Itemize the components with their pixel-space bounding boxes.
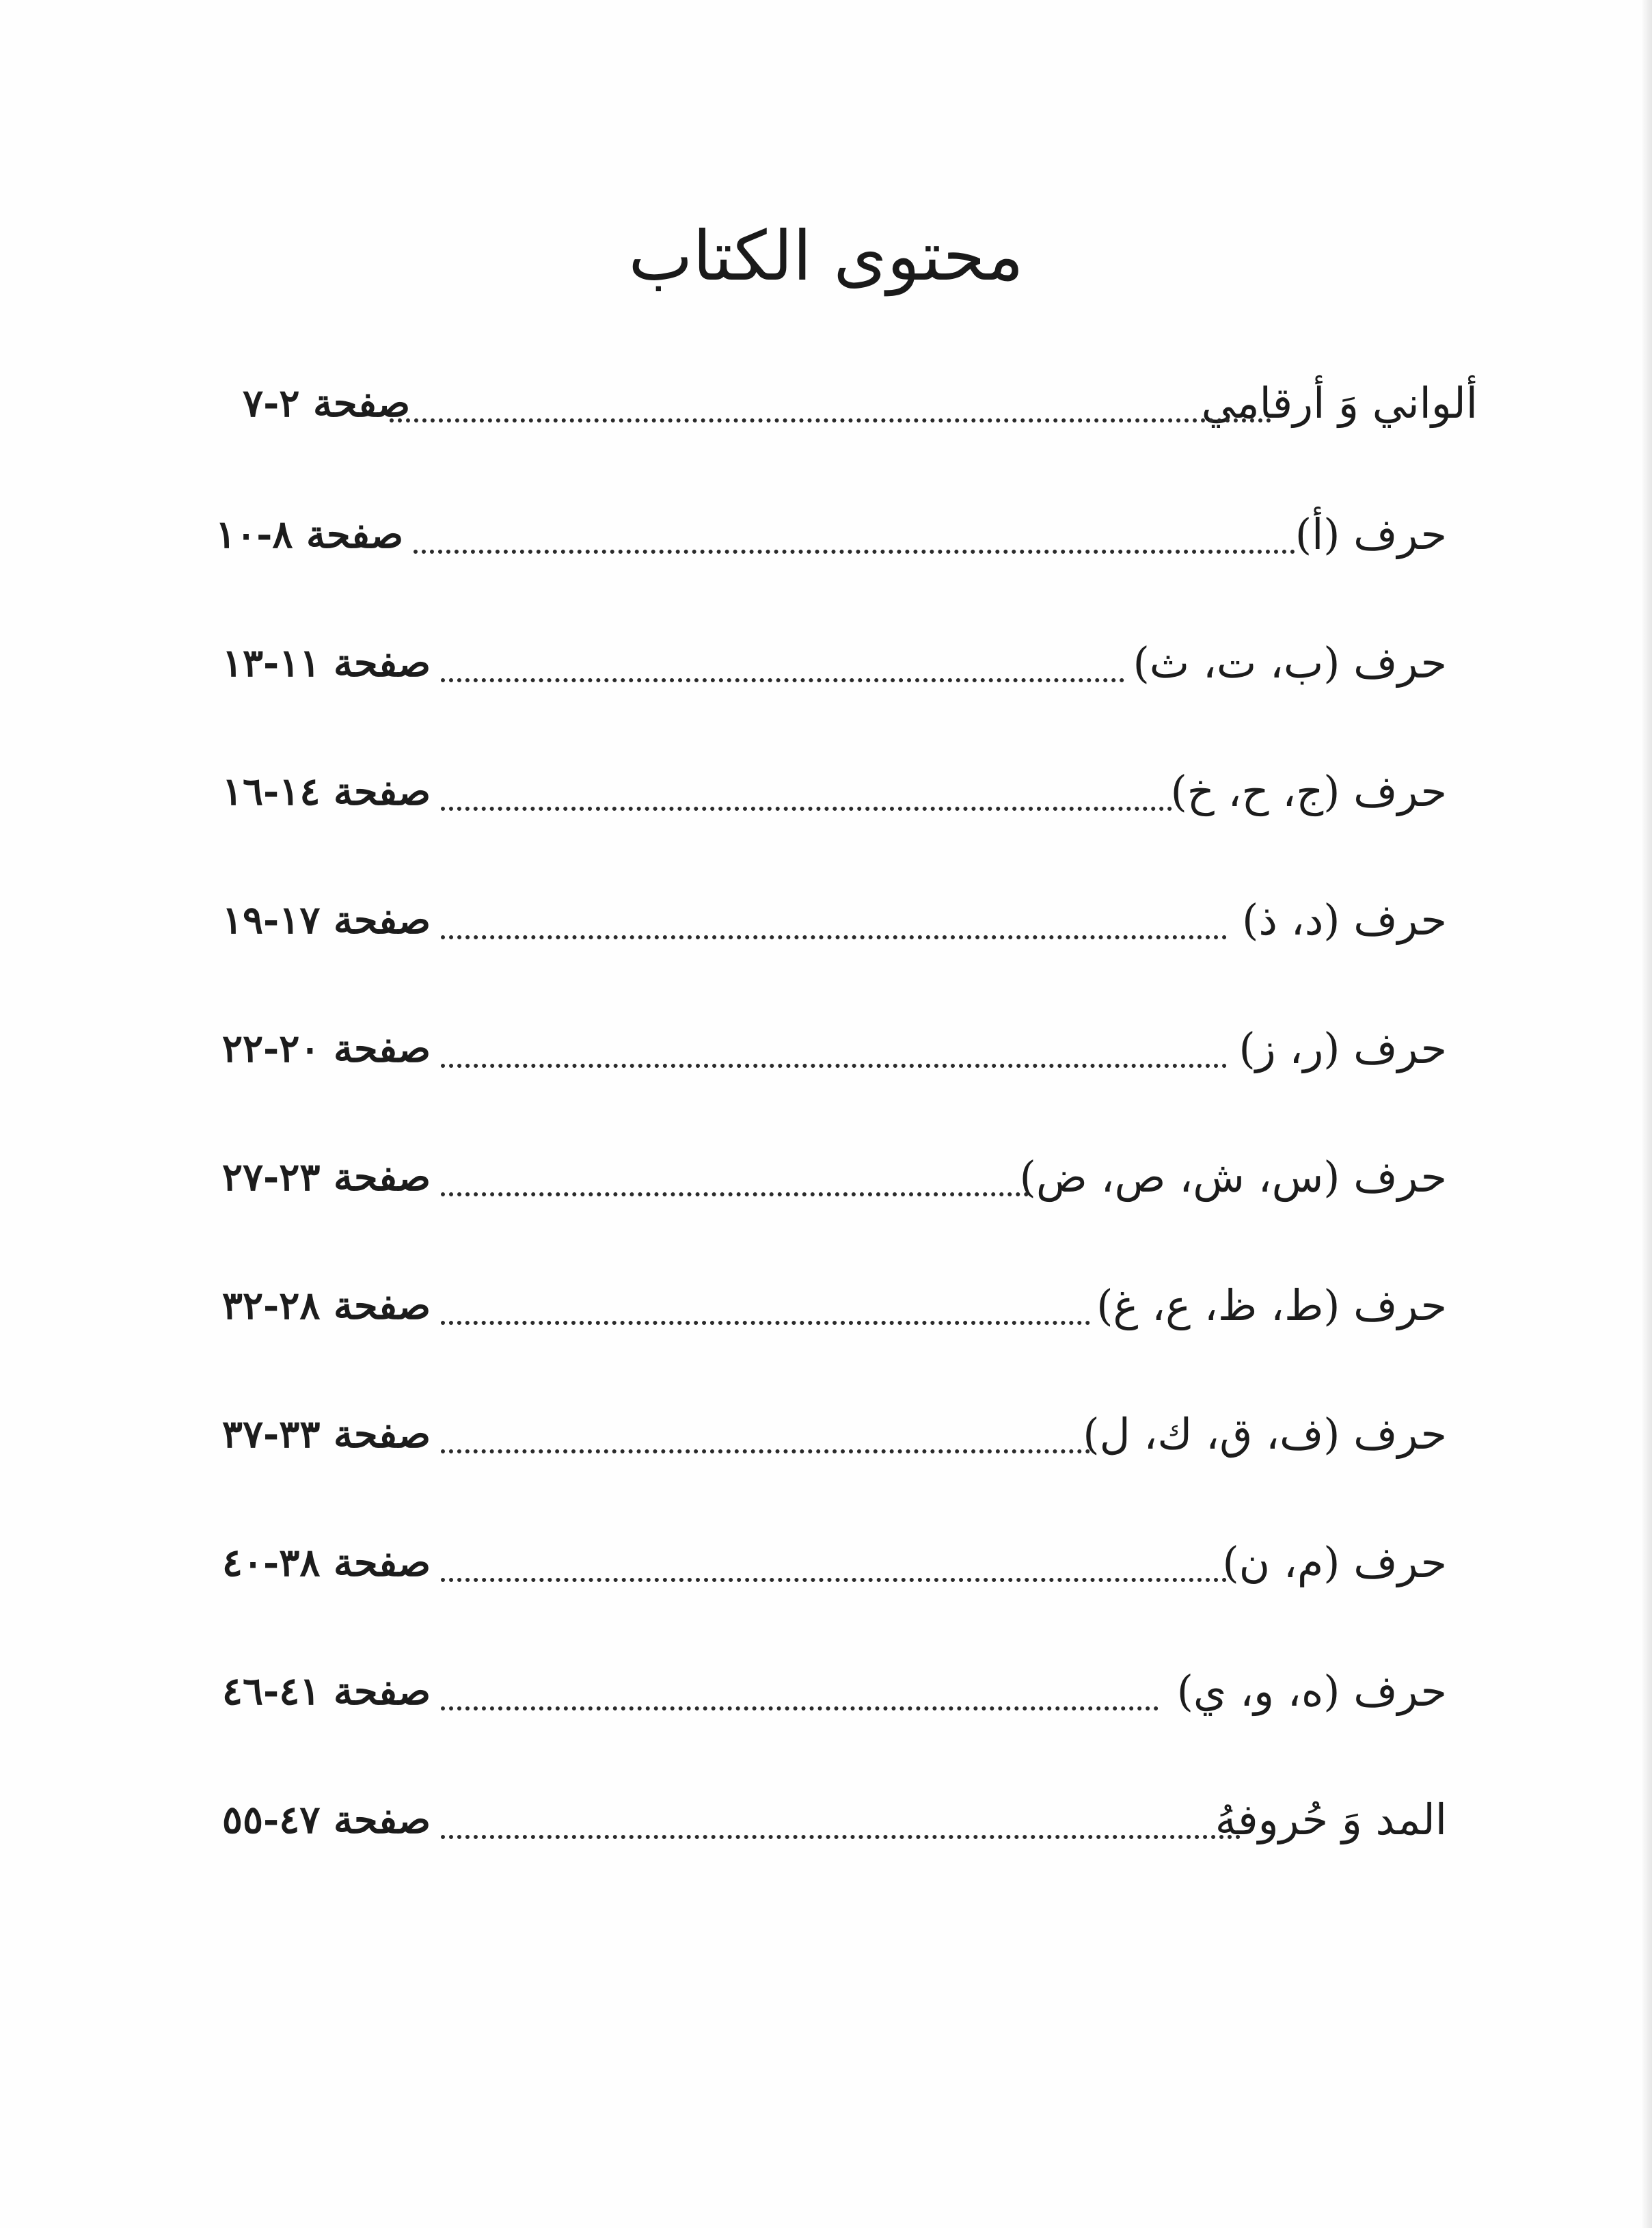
toc-entry-label: حرف (ه، و، ي) xyxy=(1176,1666,1447,1716)
dot-leader xyxy=(441,1449,1090,1453)
toc-entry-label: حرف (د، ذ) xyxy=(1242,895,1447,945)
toc-entry-label: المد وَ حُروفهُ xyxy=(1215,1795,1447,1844)
toc-entry-pages: صفحة ٢-٧ xyxy=(243,381,410,426)
toc-entry[interactable] xyxy=(0,362,1652,444)
dot-leader xyxy=(441,678,1124,682)
toc-entry-label: حرف (ج، ح، خ) xyxy=(1170,766,1447,816)
toc-entry-label: حرف (أ) xyxy=(1295,509,1447,559)
toc-entry-pages: صفحة ١٧-١٩ xyxy=(221,898,431,943)
toc-entry-label: حرف (ب، ت، ث) xyxy=(1133,638,1447,688)
toc-entry[interactable] xyxy=(0,1650,1652,1732)
toc-entry-pages: صفحة ٢٨-٣٢ xyxy=(221,1283,431,1328)
toc-entry[interactable] xyxy=(0,494,1652,576)
toc-entry-pages: صفحة ١١-١٣ xyxy=(221,641,431,686)
toc-entry-pages: صفحة ٣٣-٣٧ xyxy=(221,1412,431,1457)
toc-entry-label: ألواني وَ أرقامي xyxy=(1201,378,1478,428)
toc-entry[interactable] xyxy=(0,1779,1652,1861)
page-title: محتوى الكتاب xyxy=(628,216,1024,296)
toc-entry-pages: صفحة ٣٨-٤٠ xyxy=(221,1540,431,1585)
dot-leader xyxy=(441,1192,1029,1196)
toc-entry[interactable] xyxy=(0,1008,1652,1090)
dot-leader xyxy=(441,807,1172,811)
toc-entry[interactable] xyxy=(0,1136,1652,1218)
dot-leader xyxy=(441,1578,1227,1582)
toc-entry-pages: صفحة ١٤-١٦ xyxy=(221,769,431,814)
toc-entry-pages: صفحة ٤١-٤٦ xyxy=(221,1669,431,1714)
dot-leader xyxy=(441,1835,1241,1839)
toc-entry-label: حرف (ط، ظ، ع، غ) xyxy=(1096,1280,1447,1330)
toc-entry[interactable] xyxy=(0,879,1652,961)
toc-entry-label: حرف (ف، ق، ك، ل) xyxy=(1083,1409,1447,1459)
toc-entry-pages: صفحة ٢٣-٢٧ xyxy=(221,1155,431,1200)
dot-leader xyxy=(414,550,1295,554)
dot-leader xyxy=(441,1706,1159,1710)
dot-leader xyxy=(441,1321,1090,1325)
toc-entry[interactable] xyxy=(0,1265,1652,1347)
dot-leader xyxy=(441,935,1227,939)
toc-entry-label: حرف (ر، ز) xyxy=(1238,1023,1447,1073)
dot-leader xyxy=(390,418,1271,422)
toc-entry[interactable] xyxy=(0,1393,1652,1475)
toc-entry[interactable] xyxy=(0,622,1652,704)
toc-entry-pages: صفحة ٤٧-٥٥ xyxy=(221,1797,431,1842)
toc-entry-pages: صفحة ٢٠-٢٢ xyxy=(221,1026,431,1071)
toc-entry[interactable] xyxy=(0,1522,1652,1604)
toc-entry-label: حرف (س، ش، ص، ض) xyxy=(1019,1152,1447,1202)
toc-entry-pages: صفحة ٨-١٠ xyxy=(215,512,403,557)
toc-entry[interactable] xyxy=(0,751,1652,833)
toc-entry-label: حرف (م، ن) xyxy=(1222,1538,1447,1587)
dot-leader xyxy=(441,1064,1227,1068)
